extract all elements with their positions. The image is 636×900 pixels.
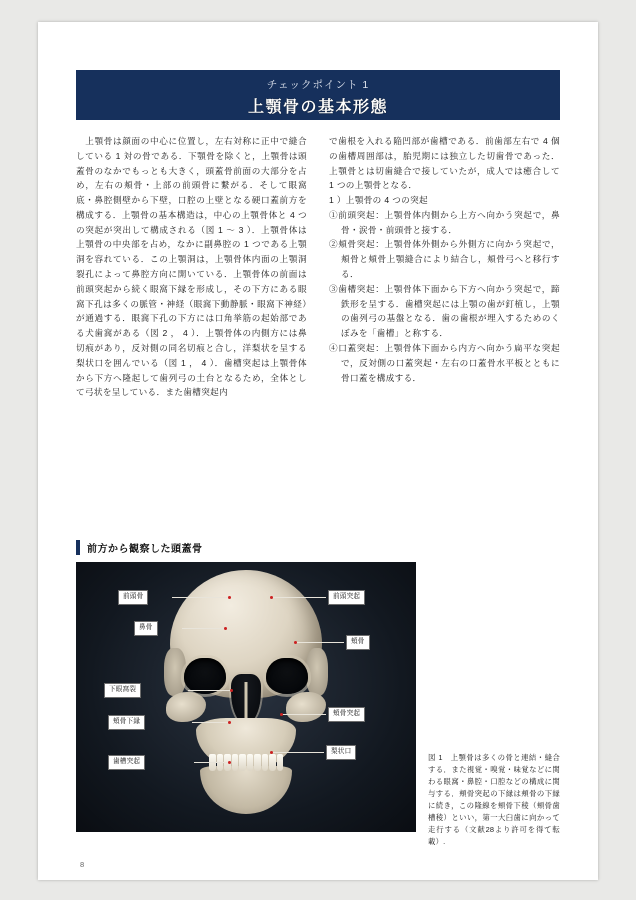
marker-infraorbital-margin — [228, 721, 231, 724]
nasal-septum-shape — [245, 682, 248, 720]
page-number: 8 — [80, 860, 85, 869]
figure-caption: 図 1 上顎骨は多くの骨と連結・縫合する．また視覚・嗅覚・味覚などに関わる眼窩・鼻腔・口腔などの構成に関与する．頬骨突起の下縁は頬骨の下縁に続き，この隆線を頬骨下稜（頬骨歯槽稜）といい，第一大臼歯に向かって走行する（文献28より許可を得て転載）. — [428, 753, 560, 846]
label-zygomatic-process: 頬骨突起 — [328, 707, 365, 722]
right-column-paragraph: で歯根を入れる陥凹部が歯槽である．前歯部左右で 4 個の歯槽周囲部は，胎児期には独立した切歯骨であった．上顎骨とは切歯縫合で接していたが，成人では癒合して 1 つの上顎骨となる． — [329, 136, 560, 191]
label-frontal-bone: 前頭骨 — [118, 590, 148, 605]
marker-nasal-bone — [224, 627, 227, 630]
figure-section-heading — [76, 540, 376, 555]
checkpoint-banner — [76, 70, 560, 120]
leader-zygomatic-process — [282, 714, 326, 715]
label-piriform-aperture: 梨状口 — [326, 745, 356, 760]
leader-frontal-bone — [172, 597, 230, 598]
orbit-left-shape — [184, 658, 226, 694]
figure-heading-text: 前方から観察した頭蓋骨 — [87, 544, 203, 555]
leader-zygomatic-bone — [296, 642, 344, 643]
leader-piriform-aperture — [272, 752, 324, 753]
temporal-left-shape — [164, 648, 186, 696]
marker-frontal-bone — [228, 596, 231, 599]
right-column — [329, 134, 560, 400]
process-item-4: ④口蓋突起：上顎骨体下面から内方へ向かう扁平な突起で，反対側の口蓋突起・左右の口蓋骨水平板とともに骨口蓋を構成する． — [329, 342, 560, 383]
label-frontal-process: 前頭突起 — [328, 590, 365, 605]
process-item-1: ①前頭突起：上顎骨体内側から上方へ向かう突起で，鼻骨・涙骨・前頭骨と接する． — [329, 209, 560, 235]
marker-zygomatic-bone — [294, 641, 297, 644]
right-column-subheading: 1 ）上顎骨の 4 つの突起 — [329, 195, 428, 206]
marker-alveolar-process — [228, 761, 231, 764]
zygomatic-right-shape — [286, 692, 326, 722]
process-item-2: ②頬骨突起：上顎骨体外側から外側方に向かう突起で，頬骨と頬骨上顎縫合により結合し，頬骨弓へと移行する． — [329, 239, 560, 280]
heading-accent-bar — [76, 540, 80, 555]
left-column-paragraph: 上顎骨は顔面の中心に位置し，左右対称に正中で縫合している 1 対の骨である．下顎骨を除くと，上顎骨は頭蓋骨のなかでもっとも大きく，頭蓋骨前面の大部分を占め，左右の頬骨・上部の前頭骨に繋がる．そして眼窩底・鼻腔側壁から下壁，口腔の上壁となる硬口蓋前方を構成する．上顎骨の基本構造は，中心の上顎骨体と 4 つの突起が突出して構成される（図 1 〜 3 ）．上顎骨体は上顎骨の中央部を占め，なかに副鼻腔の 1 つである上顎洞を容れている．この上顎洞は，上顎骨体内面の上顎洞裂孔によって鼻腔方向に開いている．上顎骨体の前面は前頭突起から続く眼窩下縁を形成し，その下方にある眼窩下孔は多くの脈管・神経（眼窩下動静脈・眼窩下神経）が通過する．眼窩下孔の下方には口角挙筋の起始部である犬歯窩がある（図 2 ， 4 ）．上顎骨体の内側方には鼻切痕があり，反対側の同名切痕と合し，洋梨状を呈する梨状口を囲んでいる（図 1 ， 4 ）．歯槽突起は上顎骨体から下方へ隆起して歯列弓の土台となるため，全体として弓状を呈している．また歯槽突起内 — [76, 136, 307, 398]
banner-subtitle: チェックポイント 1 — [266, 79, 370, 91]
marker-frontal-process — [270, 596, 273, 599]
teeth-row — [209, 754, 283, 776]
marker-piriform-aperture — [270, 751, 273, 754]
marker-zygomatic-process — [280, 713, 283, 716]
skull-illustration — [162, 570, 330, 820]
marker-inferior-orbital-fissure — [230, 689, 233, 692]
zygomatic-left-shape — [166, 692, 206, 722]
leader-frontal-process — [272, 597, 326, 598]
body-columns — [76, 134, 560, 400]
banner-title: 上顎骨の基本形態 — [247, 99, 388, 116]
leader-inferior-orbital-fissure — [188, 690, 232, 691]
label-inferior-orbital-fissure: 下眼窩裂 — [104, 683, 141, 698]
temporal-right-shape — [306, 648, 328, 696]
leader-alveolar-process — [194, 762, 230, 763]
skull-photograph — [76, 562, 416, 832]
label-nasal-bone: 鼻骨 — [134, 621, 158, 636]
label-infraorbital-margin: 頬骨下縁 — [108, 715, 145, 730]
process-item-3: ③歯槽突起：上顎骨体下面から下方へ向かう突起で，蹄鉄形を呈する．歯槽突起には上顎の歯が釘植し，上顎の歯列弓の基盤となる．歯の歯根が埋入するためのくぼみを「歯槽」と称する． — [329, 283, 560, 339]
leader-nasal-bone — [182, 628, 226, 629]
orbit-right-shape — [266, 658, 308, 694]
leader-infraorbital-margin — [192, 722, 230, 723]
label-zygomatic-bone: 頬骨 — [346, 635, 370, 650]
label-alveolar-process: 歯槽突起 — [108, 755, 145, 770]
left-column — [76, 134, 307, 400]
document-page — [38, 22, 598, 880]
